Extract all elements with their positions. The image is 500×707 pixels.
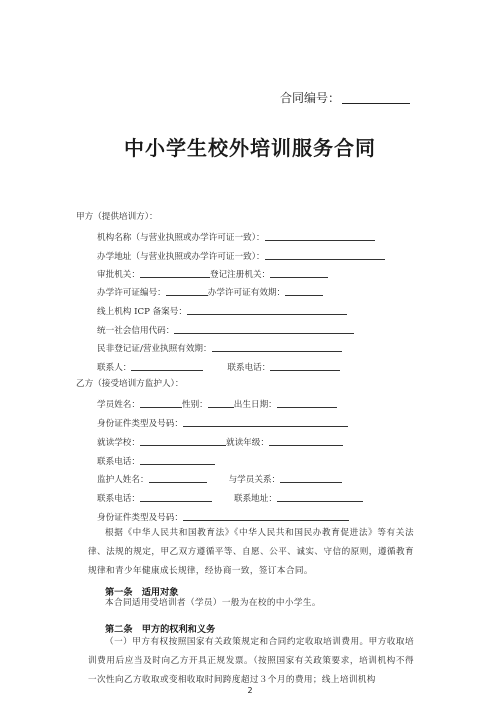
field-label: 联系地址： xyxy=(233,494,277,504)
field-label: 出生日期： xyxy=(233,400,277,410)
fill-blank xyxy=(285,286,323,296)
party-b-guardian-id xyxy=(97,511,349,524)
field-label: 联系人： xyxy=(97,363,132,373)
page-number: 2 xyxy=(247,686,253,695)
field-label: 登记注册机关： xyxy=(209,270,271,280)
party-a-contact xyxy=(97,361,340,374)
fill-blank xyxy=(270,268,328,278)
intro-paragraph: 根据《中华人民共和国教育法》《中华人民共和国民办教育促进法》等有关法律、法规的规定，甲乙双方遵循平等、自愿、公平、诚实、守信的原则，遵循教育规律和青少年健康成长规律，经协商一致，签订本合同。 xyxy=(88,528,414,577)
field-label: 审批机关： xyxy=(97,270,140,280)
field-label: 就读年级： xyxy=(225,438,269,448)
field-label: 民非登记证/营业执照有效期： xyxy=(97,344,212,354)
fill-blank xyxy=(280,473,342,483)
field-label: 与学员关系： xyxy=(228,475,281,485)
fill-blank xyxy=(166,286,208,296)
field-label: 统一社会信用代码： xyxy=(97,326,175,336)
contract-number-blank xyxy=(342,91,410,104)
field-label: 身份证件类型及号码： xyxy=(97,513,183,523)
party-b-guardian xyxy=(97,473,342,486)
fill-blank xyxy=(140,268,210,278)
field-label: 线上机构 ICP 备案号： xyxy=(97,307,187,317)
fill-blank xyxy=(183,511,349,521)
fill-blank xyxy=(265,231,375,241)
party-b-phone xyxy=(97,455,215,468)
fill-blank xyxy=(140,398,182,408)
field-label: 联系电话： xyxy=(97,457,140,467)
fill-blank xyxy=(187,305,347,315)
fill-blank xyxy=(140,492,212,502)
fill-blank xyxy=(183,417,348,427)
fill-blank xyxy=(212,342,342,352)
party-a-registration xyxy=(97,342,342,355)
field-label: 办学许可证有效期： xyxy=(207,288,286,298)
party-a-org-name xyxy=(97,231,375,244)
party-b-guardian-contact xyxy=(97,492,363,505)
party-b-student-id xyxy=(97,417,348,430)
fill-blank xyxy=(270,361,340,371)
article-2-text: （一）甲方有权按照国家有关政策规定和合同约定收取培训费用。甲方收取培训费用后应当及时向乙方开具正规发票。（按照国家有关政策要求，培训机构不得一次性向乙方收取或变相收取时间跨度超过３个月的费用；线上培训机构 xyxy=(88,637,414,686)
party-a-heading: 甲方（提供培训方）： xyxy=(76,212,158,222)
article-2-heading: 第二条 甲方的权利和义务 xyxy=(105,624,216,635)
page-title: 中小学生校外培训服务合同 xyxy=(124,136,376,160)
fill-blank xyxy=(140,455,215,465)
fill-blank xyxy=(208,398,234,408)
party-a-address xyxy=(97,250,385,263)
article-1-heading: 第一条 适用对象 xyxy=(105,587,179,598)
contract-number xyxy=(280,89,410,106)
field-label: 监护人姓名： xyxy=(97,475,149,485)
article-1-text: 本合同适用受培训者（学员）一般为在校的中小学生。 xyxy=(105,598,321,608)
party-b-heading: 乙方（接受培训方监护人）： xyxy=(76,379,184,389)
party-a-approval xyxy=(97,268,328,281)
party-a-credit-code xyxy=(97,324,354,337)
field-label: 性别： xyxy=(181,400,208,410)
fill-blank xyxy=(149,473,207,483)
fill-blank xyxy=(277,492,363,502)
fill-blank xyxy=(140,436,226,446)
fill-blank xyxy=(277,398,337,408)
field-label: 机构名称（与营业执照或办学许可证一致）： xyxy=(97,233,265,243)
party-b-student xyxy=(97,398,337,411)
field-label: 身份证件类型及号码： xyxy=(97,419,183,429)
field-label: 联系电话： xyxy=(227,363,271,373)
fill-blank xyxy=(265,250,385,260)
field-label: 联系电话： xyxy=(97,494,140,504)
field-label: 就读学校： xyxy=(97,438,140,448)
field-label: 办学许可证编号： xyxy=(97,288,166,298)
fill-blank xyxy=(269,436,343,446)
party-a-icp xyxy=(97,305,347,318)
party-a-license xyxy=(97,286,323,299)
fill-blank xyxy=(174,324,354,334)
fill-blank xyxy=(131,361,203,371)
contract-number-label: 合同编号： xyxy=(279,91,340,105)
field-label: 学员姓名： xyxy=(97,400,140,410)
party-b-school xyxy=(97,436,343,449)
field-label: 办学地址（与营业执照或办学许可证一致）： xyxy=(97,252,265,262)
